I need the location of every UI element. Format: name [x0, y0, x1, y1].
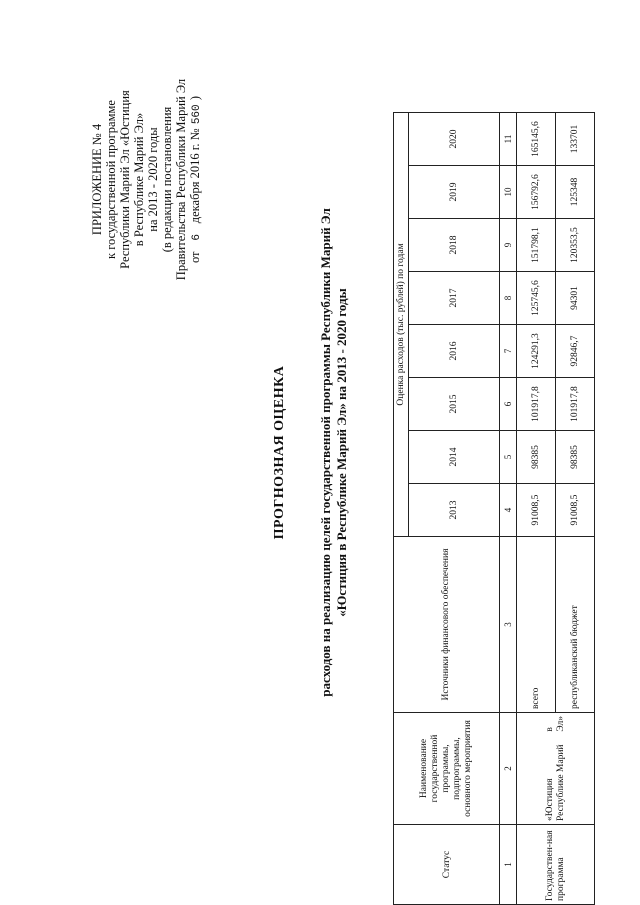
header-source: Источники финансового обеспечения [394, 537, 500, 713]
row-source: всего [517, 537, 556, 713]
appendix-line: на 2013 - 2020 годы [146, 127, 160, 232]
header-year: 2015 [409, 378, 500, 431]
column-number: 5 [500, 431, 517, 484]
row-source: республиканский бюджет [556, 537, 595, 713]
appendix-line: Республики Марий Эл «Юстиция [118, 90, 132, 269]
header-year: 2016 [409, 325, 500, 378]
header-status: Статус [394, 825, 500, 905]
appendix-line: (в редакции постановления [160, 106, 174, 253]
column-number: 9 [500, 219, 517, 272]
header-name: Наименование государственной программы, подпрограммы, основного мероприятия [394, 713, 500, 825]
column-number: 6 [500, 378, 517, 431]
document-subtitle [318, 0, 350, 905]
date-number: 560 [191, 104, 203, 125]
row-value: 91008,5 [556, 484, 595, 537]
row-value: 151798,1 [517, 219, 556, 272]
row-name-aside [545, 716, 567, 732]
header-year: 2013 [409, 484, 500, 537]
row-value: 98385 [517, 431, 556, 484]
date-suffix: ) [188, 95, 202, 101]
subtitle-line: расходов на реализацию целей государственной программы Республики Марий Эл [318, 208, 333, 697]
header-year: 2019 [409, 166, 500, 219]
subtitle-line: «Юстиция в Республике Марий Эл» на 2013 - 2020 годы [334, 288, 349, 617]
table-row [517, 113, 556, 905]
column-number: 2 [500, 713, 517, 825]
column-number-row [500, 113, 517, 905]
header-year: 2020 [409, 113, 500, 166]
column-number: 8 [500, 272, 517, 325]
column-number: 1 [500, 825, 517, 905]
appendix-header [90, 52, 204, 307]
date-rest: декабря 2016 г. № [188, 128, 202, 224]
row-name-aside-top: в [544, 727, 555, 732]
row-name [517, 713, 595, 825]
row-value: 125745,6 [517, 272, 556, 325]
column-number: 7 [500, 325, 517, 378]
appendix-line: в Республике Марий Эл» [132, 112, 146, 247]
row-name-aside-bottom: Эл» [555, 716, 566, 732]
row-value: 92846,7 [556, 325, 595, 378]
row-value: 91008,5 [517, 484, 556, 537]
header-year: 2018 [409, 219, 500, 272]
row-value: 133701 [556, 113, 595, 166]
appendix-line: Правительства Республики Марий Эл [174, 78, 188, 281]
date-prefix: от [188, 251, 202, 264]
row-name-main: «Юстиция Республике Марий [544, 744, 566, 821]
row-value: 120353,5 [556, 219, 595, 272]
row-status: Государствен-ная программа [517, 825, 595, 905]
header-estimate-group: Оценка расходов (тыс. рублей) по годам [394, 113, 409, 537]
appendix-line: ПРИЛОЖЕНИЕ № 4 [90, 123, 104, 236]
row-value: 124291,3 [517, 325, 556, 378]
row-value: 98385 [556, 431, 595, 484]
column-number: 3 [500, 537, 517, 713]
document-title: ПРОГНОЗНАЯ ОЦЕНКА [272, 365, 287, 540]
header-year: 2017 [409, 272, 500, 325]
row-value: 101917,8 [556, 378, 595, 431]
row-value: 125348 [556, 166, 595, 219]
row-value: 101917,8 [517, 378, 556, 431]
appendix-date-line [188, 52, 204, 307]
date-day: 6 [191, 234, 203, 241]
row-value: 94301 [556, 272, 595, 325]
column-number: 10 [500, 166, 517, 219]
header-year: 2014 [409, 431, 500, 484]
row-value: 165145,6 [517, 113, 556, 166]
appendix-line: к государственной программе [104, 100, 118, 259]
budget-table [393, 112, 595, 905]
column-number: 4 [500, 484, 517, 537]
row-value: 156792,6 [517, 166, 556, 219]
column-number: 11 [500, 113, 517, 166]
